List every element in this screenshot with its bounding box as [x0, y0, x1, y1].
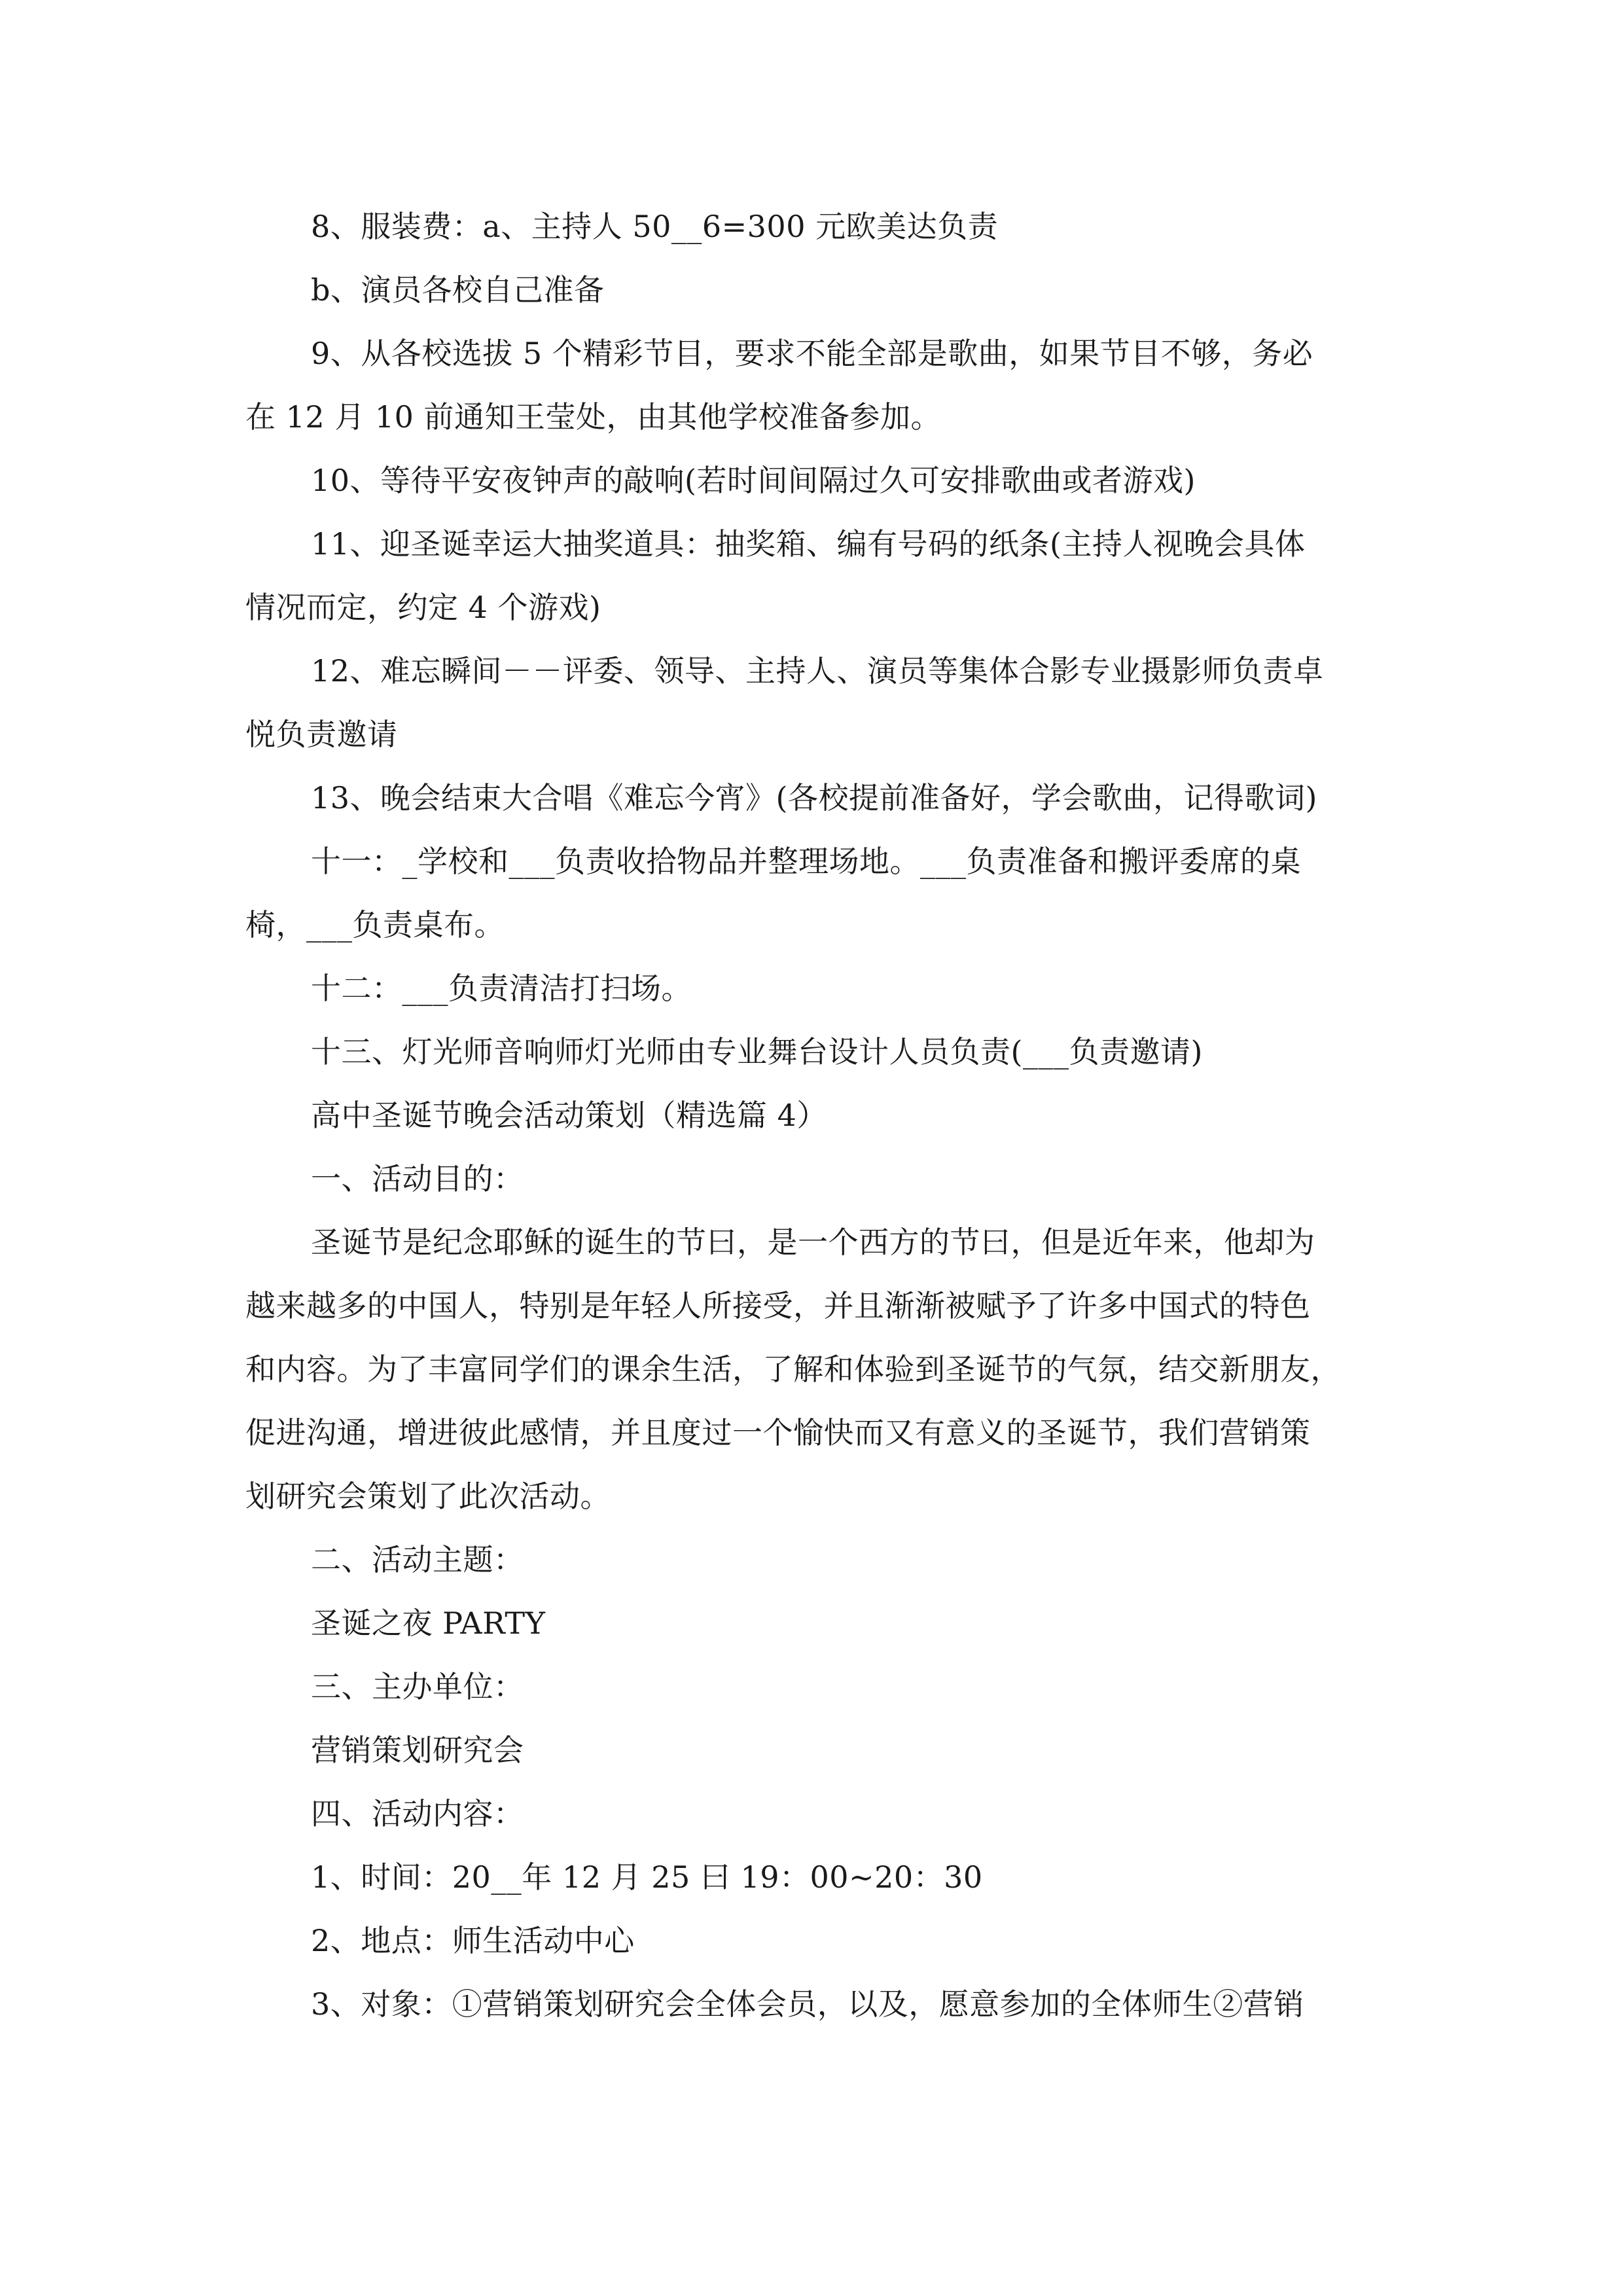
paragraph-line: 越来越多的中国人，特别是年轻人所接受，并且渐渐被赋予了许多中国式的特色	[245, 1288, 1311, 1323]
paragraph-line: 11、迎圣诞幸运大抽奖道具：抽奖箱、编有号码的纸条(主持人视晚会具体	[311, 526, 1306, 562]
paragraph-line: 悦负责邀请	[245, 717, 398, 752]
section-heading: 四、活动内容：	[311, 1796, 524, 1831]
paragraph-line: 在 12 月 10 前通知王莹处，由其他学校准备参加。	[245, 399, 942, 435]
paragraph-line: 1、时间：20__年 12 月 25 曰 19：00~20：30	[311, 1859, 983, 1895]
paragraph-line: 情况而定，约定 4 个游戏)	[245, 590, 601, 625]
paragraph-line: 3、对象：①营销策划研究会全体会员，以及，愿意参加的全体师生②营销	[311, 1986, 1304, 2022]
paragraph-line: 8、服装费：a、主持人 50__6=300 元欧美达负责	[311, 209, 999, 244]
paragraph-line: 12、难忘瞬间－－评委、领导、主持人、演员等集体合影专业摄影师负责卓	[311, 653, 1324, 689]
paragraph-line: 划研究会策划了此次活动。	[245, 1479, 611, 1514]
paragraph-line: 圣诞节是纪念耶稣的诞生的节曰，是一个西方的节曰，但是近年来，他却为	[311, 1225, 1315, 1260]
section-heading: 二、活动主题：	[311, 1542, 524, 1577]
paragraph-line: 13、晚会结束大合唱《难忘今宵》(各校提前准备好，学会歌曲，记得歌词)	[311, 780, 1317, 816]
paragraph-line: b、演员各校自己准备	[311, 272, 605, 308]
section-heading: 一、活动目的：	[311, 1161, 524, 1196]
paragraph-line: 营销策划研究会	[311, 1732, 524, 1768]
paragraph-line: 2、地点：师生活动中心	[311, 1923, 635, 1958]
paragraph-line: 9、从各校选拔 5 个精彩节目，要求不能全部是歌曲，如果节目不够，务必	[311, 336, 1313, 371]
document-body	[245, 195, 1381, 2036]
paragraph-line: 十三、灯光师音响师灯光师由专业舞台设计人员负责(___负责邀请)	[311, 1034, 1203, 1069]
paragraph-line: 十一：_学校和___负责收拾物品并整理场地。___负责准备和搬评委席的桌	[311, 844, 1301, 879]
paragraph-line: 椅，___负责桌布。	[245, 907, 505, 942]
section-heading: 高中圣诞节晚会活动策划（精选篇 4）	[311, 1098, 827, 1133]
paragraph-line: 和内容。为了丰富同学们的课余生活，了解和体验到圣诞节的气氛，结交新朋友，	[245, 1352, 1341, 1387]
paragraph-line: 圣诞之夜 PARTY	[311, 1605, 546, 1641]
paragraph-line: 十二：___负责清洁打扫场。	[311, 971, 692, 1006]
paragraph-line: 10、等待平安夜钟声的敲响(若时间间隔过久可安排歌曲或者游戏)	[311, 463, 1196, 498]
section-heading: 三、主办单位：	[311, 1669, 524, 1704]
paragraph-line: 促进沟通，增进彼此感情，并且度过一个愉快而又有意义的圣诞节，我们营销策	[245, 1415, 1311, 1450]
